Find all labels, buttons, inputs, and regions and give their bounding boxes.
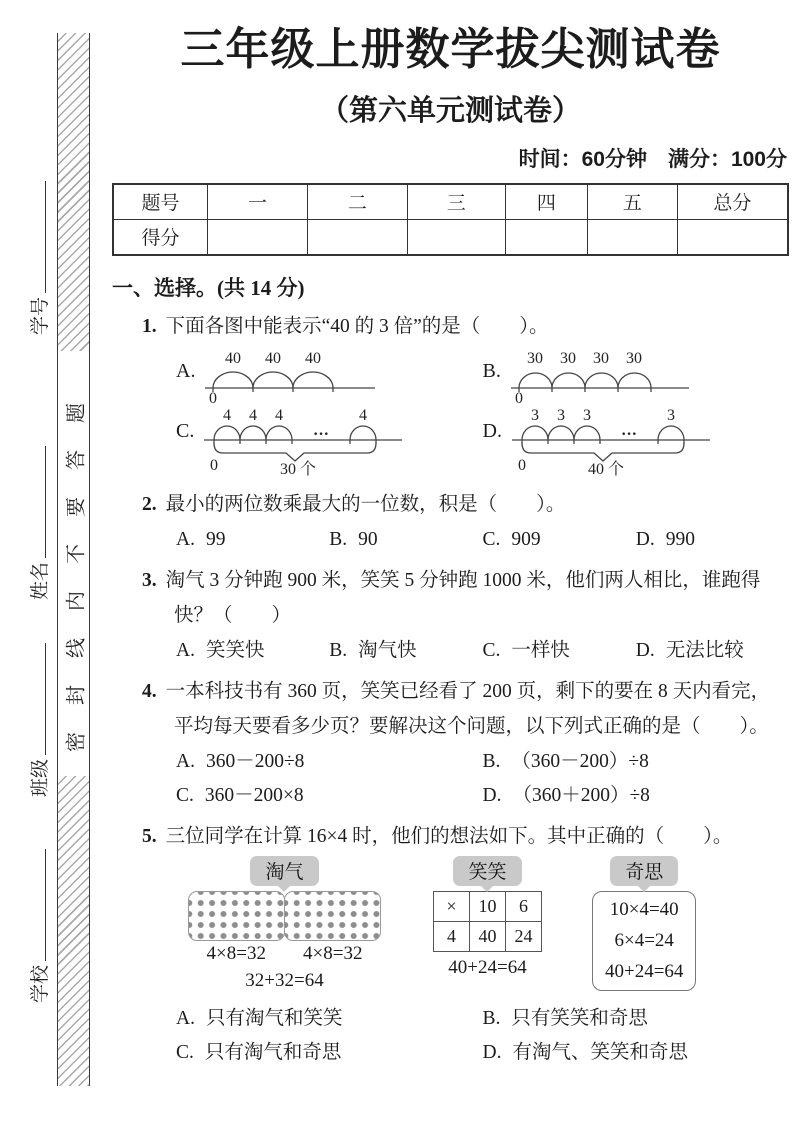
- arc-label: 30: [559, 349, 576, 367]
- time-and-score-info: 时间：60分钟 满分：100分: [518, 147, 787, 171]
- taoqi-thought: [188, 856, 381, 992]
- grid-cell: 40: [470, 921, 506, 951]
- score-cell: [407, 219, 505, 255]
- score-cell: [307, 219, 407, 255]
- question-2-text: 最小的两位数乘最大的一位数，积是（ ）。: [165, 493, 566, 515]
- option-text: 一样快: [511, 639, 570, 661]
- number-line-b: [509, 348, 704, 404]
- xiaoxiao-thought: [433, 856, 542, 979]
- option-label: C.: [482, 528, 501, 550]
- score-cell: [208, 219, 308, 255]
- option-label: D.: [635, 639, 655, 661]
- option-label: C.: [482, 639, 501, 661]
- option-c-label: C.: [176, 419, 195, 442]
- option-label: A.: [176, 1007, 195, 1029]
- seal-hatch-bottom: [58, 776, 89, 1086]
- option-c-diagram: [176, 408, 483, 480]
- student-name-label: 姓名: [29, 561, 51, 600]
- student-id-field: [25, 145, 51, 335]
- student-id-label: 学号: [29, 296, 51, 335]
- option-text: 只有笑笑和奇思: [511, 1007, 648, 1029]
- number-line-c: [202, 408, 412, 480]
- xiaoxiao-name-tag: 笑笑: [453, 856, 521, 886]
- option-label: D.: [482, 1041, 502, 1063]
- question-2-number: 2.: [142, 493, 157, 515]
- option-label: A.: [176, 639, 195, 661]
- question-3: [112, 563, 789, 633]
- option-label: D.: [482, 784, 502, 806]
- question-5-options-row-1: [176, 1002, 789, 1035]
- option-text: 淘气快: [358, 639, 417, 661]
- arc-label: 3: [530, 407, 539, 424]
- question-3-options: [176, 634, 789, 667]
- option-text: 360－200÷8: [205, 750, 305, 772]
- option-a-diagram: [176, 348, 483, 404]
- student-name-blank: [25, 446, 46, 558]
- class-field: [25, 607, 51, 797]
- question-1-text: 下面各图中能表示“40 的 3 倍”的是（ ）。: [165, 315, 549, 337]
- score-col-2: 二: [307, 184, 407, 220]
- grid-cell: 4: [434, 921, 470, 951]
- seal-hatch-top: [58, 33, 89, 351]
- section-1-heading: 一、选择。(共 14 分): [112, 275, 305, 300]
- option-c: [483, 523, 636, 556]
- option-b: [483, 1002, 790, 1035]
- option-a: [176, 634, 329, 667]
- option-c: [176, 779, 483, 812]
- arc-label: 30: [625, 349, 642, 367]
- option-d-label: D.: [482, 419, 502, 442]
- grid-row: [434, 921, 542, 951]
- option-d: [636, 523, 789, 556]
- option-text: 990: [665, 528, 695, 550]
- option-a: [176, 1002, 483, 1035]
- zero-label: 0: [517, 456, 526, 474]
- option-label: C.: [176, 784, 194, 806]
- score-col-total: 总分: [677, 184, 788, 220]
- question-1-diagrams-row-1: [176, 348, 789, 404]
- arc-label: 3: [556, 407, 565, 424]
- option-a: [176, 523, 329, 556]
- arc-label: 40: [265, 349, 282, 367]
- option-label: D.: [635, 528, 655, 550]
- student-id-blank: [25, 181, 46, 293]
- arc-label: 30: [526, 349, 543, 367]
- qisi-eq-2: 6×4=24: [614, 929, 674, 951]
- option-text: 909: [511, 528, 541, 550]
- count-label: 40 个: [587, 460, 624, 478]
- option-text: 只有淘气和奇思: [204, 1041, 342, 1063]
- qisi-name-tag: 奇思: [610, 856, 678, 886]
- zero-label: 0: [209, 389, 218, 404]
- seal-line-strip: [57, 33, 90, 1086]
- arc-label: 4: [359, 407, 368, 424]
- main-content: [112, 0, 789, 1069]
- ellipsis: ···: [620, 425, 637, 443]
- option-label: C.: [176, 1041, 194, 1063]
- question-1-number: 1.: [142, 315, 157, 337]
- option-b-label: B.: [482, 359, 501, 382]
- option-text: 只有淘气和笑笑: [205, 1007, 343, 1029]
- paper-subtitle: （第六单元测试卷）: [319, 94, 581, 127]
- option-label: B.: [329, 639, 348, 661]
- option-text: 99: [205, 528, 226, 550]
- option-b: [329, 634, 482, 667]
- question-5-thought-boxes: [188, 856, 789, 992]
- taoqi-eq-1: 4×8=32: [206, 942, 266, 964]
- question-5-text: 三位同学在计算 16×4 时，他们的想法如下。其中正确的（ ）。: [165, 825, 733, 847]
- option-d-diagram: [483, 408, 790, 480]
- qisi-eq-3: 40+24=64: [605, 960, 684, 982]
- arc-label: 30: [592, 349, 609, 367]
- dot-grid-right: [284, 891, 381, 941]
- score-cell: [677, 219, 788, 255]
- question-1-diagrams-row-2: [176, 408, 789, 480]
- dot-grid-left: [188, 891, 285, 941]
- option-label: B.: [482, 1007, 501, 1029]
- question-2: [112, 487, 789, 522]
- option-a: [176, 745, 483, 778]
- student-name-field: [25, 410, 51, 600]
- class-label: 班级: [29, 758, 51, 797]
- school-blank: [25, 849, 46, 961]
- taoqi-name-tag: 淘气: [250, 856, 318, 886]
- option-b-diagram: [483, 348, 790, 404]
- taoqi-total-equation: 32+32=64: [245, 969, 324, 991]
- option-d: [483, 1036, 790, 1069]
- option-d: [636, 634, 789, 667]
- qisi-eq-1: 10×4=40: [609, 898, 679, 920]
- arc-label: 3: [666, 407, 675, 424]
- seal-line-text: 密封线内不要答题: [65, 375, 87, 752]
- taoqi-equations: [188, 943, 381, 965]
- arc-label: 40: [305, 349, 322, 367]
- option-b: [329, 523, 482, 556]
- option-text: 笑笑快: [205, 639, 265, 661]
- paper-title: 三年级上册数学拔尖测试卷: [180, 25, 721, 74]
- taoqi-dot-panels: [188, 891, 381, 941]
- number-line-a: [203, 348, 393, 404]
- question-3-number: 3.: [142, 569, 157, 591]
- question-4-number: 4.: [142, 680, 157, 702]
- question-2-options: [176, 523, 789, 556]
- school-field: [25, 813, 51, 1003]
- question-5-number: 5.: [142, 825, 157, 847]
- score-table-corner: 题号: [113, 184, 208, 220]
- question-4-options-row-2: [176, 779, 789, 812]
- grid-cell: 10: [470, 891, 506, 921]
- class-blank: [25, 643, 46, 755]
- arc-label: 4: [223, 407, 232, 424]
- xiaoxiao-total-equation: 40+24=64: [448, 956, 527, 978]
- seal-text-area: [58, 351, 89, 776]
- grid-cell: 24: [506, 921, 542, 951]
- question-3-text: 淘气 3 分钟跑 900 米，笑笑 5 分钟跑 1000 米，他们两人相比，谁跑得快？（ ）: [165, 569, 761, 626]
- grid-cell: 6: [506, 891, 542, 921]
- ellipsis: ···: [313, 425, 330, 443]
- option-text: 有淘气、笑笑和奇思: [512, 1041, 688, 1063]
- score-table: [112, 183, 789, 256]
- grid-cell: ×: [434, 891, 470, 921]
- score-cell: [588, 219, 678, 255]
- number-line-d: [510, 408, 720, 480]
- score-col-1: 一: [208, 184, 308, 220]
- option-label: B.: [329, 528, 348, 550]
- arc-label: 4: [275, 407, 284, 424]
- question-1: [112, 309, 789, 344]
- qisi-equation-box: [592, 891, 696, 991]
- taoqi-eq-2: 4×8=32: [303, 942, 363, 964]
- zero-label: 0: [210, 456, 219, 474]
- option-c: [176, 1036, 483, 1069]
- score-col-4: 四: [505, 184, 587, 220]
- score-table-score-row: [113, 219, 788, 255]
- arc-label: 4: [249, 407, 258, 424]
- question-4-text: 一本科技书有 360 页，笑笑已经看了 200 页，剩下的要在 8 天内看完，平均每天要看多少页？要解决这个问题，以下列式正确的是（ ）。: [165, 680, 771, 737]
- score-row-label: 得分: [113, 219, 208, 255]
- option-label: B.: [482, 750, 501, 772]
- question-5-options-row-2: [176, 1036, 789, 1069]
- score-table-header-row: [113, 184, 788, 220]
- score-col-5: 五: [588, 184, 678, 220]
- count-label: 30 个: [280, 460, 317, 478]
- arc-label: 3: [582, 407, 591, 424]
- school-label: 学校: [29, 964, 51, 1003]
- option-text: （360＋200）÷8: [512, 784, 650, 806]
- question-4-options-row-1: [176, 745, 789, 778]
- score-col-3: 三: [407, 184, 505, 220]
- option-text: （360－200）÷8: [511, 750, 649, 772]
- option-a-label: A.: [176, 359, 196, 382]
- xiaoxiao-grid-table: [433, 891, 542, 952]
- option-b: [483, 745, 790, 778]
- option-text: 360－200×8: [204, 784, 304, 806]
- arc-label: 40: [225, 349, 242, 367]
- qisi-thought: [592, 856, 696, 991]
- score-cell: [505, 219, 587, 255]
- question-4: [112, 674, 789, 744]
- option-label: A.: [176, 750, 195, 772]
- option-c: [483, 634, 636, 667]
- option-label: A.: [176, 528, 195, 550]
- option-text: 90: [358, 528, 378, 550]
- question-5: [112, 819, 789, 854]
- zero-label: 0: [514, 389, 523, 404]
- option-d: [483, 779, 790, 812]
- option-text: 无法比较: [665, 639, 744, 661]
- grid-row: [434, 891, 542, 921]
